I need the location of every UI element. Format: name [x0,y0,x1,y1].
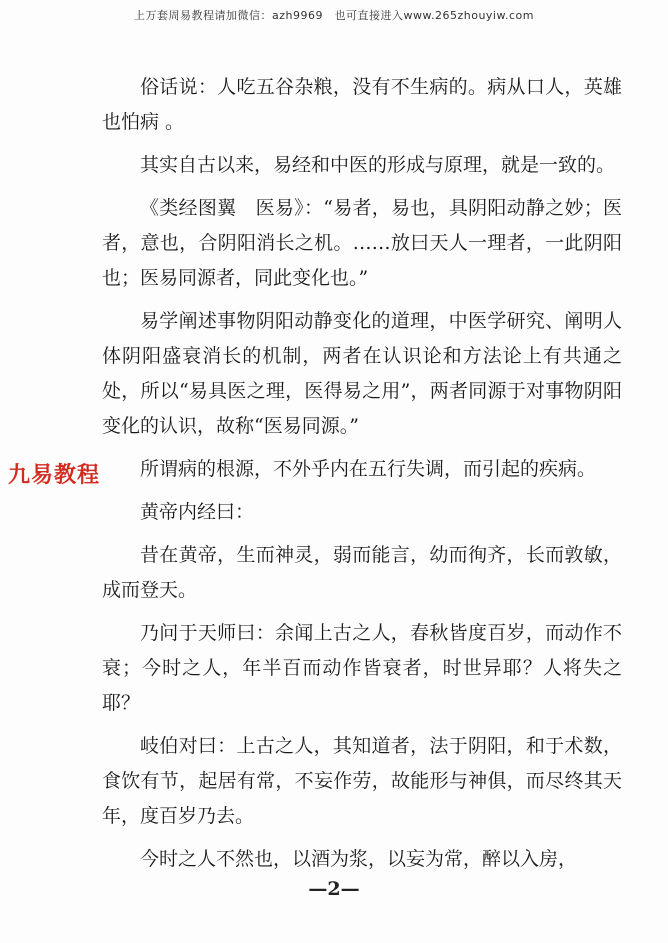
paragraph: 昔在黄帝，生而神灵，弱而能言，幼而徇齐，长而敦敏，成而登天。 [102,544,622,601]
paragraph: 乃问于天师曰：余闻上古之人，春秋皆度百岁，而动作不衰；今时之人，年半百而动作皆衰者，时世异耶？人将失之耶？ [102,622,622,714]
paragraph: 其实自古以来，易经和中医的形成与原理，就是一致的。 [140,154,616,176]
paragraph: 今时之人不然也，以酒为浆，以妄为常，醉以入房， [140,848,578,870]
paragraph: 《类经图翼 医易》：“易者，易也，具阴阳动静之妙；医者，意也，合阴阳消长之机。……放曰天人一理者，一此阴阳也；医易同源者，同此变化也。” [102,197,622,289]
page-header-notice: 上万套周易教程请加微信：azh9969 也可直接进入www.265zhouyiw.com [134,9,534,22]
paragraph: 俗话说：人吃五谷杂粮，没有不生病的。病从口人，英雄也怕病 。 [102,76,622,133]
paragraph: 黄帝内经曰： [140,501,255,523]
document-body [102,70,622,885]
watermark-logo: 九易教程 [8,463,101,488]
page-number: —2— [308,878,360,900]
paragraph: 岐伯对曰：上古之人，其知道者，法于阴阳，和于术数，食饮有节，起居有常，不妄作劳，故能形与神俱，而尽终其天年，度百岁乃去。 [102,735,622,827]
paragraph: 所谓病的根源，不外乎内在五行失调，而引起的疾病。 [140,458,597,480]
paragraph: 易学阐述事物阴阳动静变化的道理，中医学研究、阐明人体阴阳盛衰消长的机制，两者在认识论和方法论上有共通之处，所以“易具医之理，医得易之用”，两者同源于对事物阴阳变化的认识，故称“医易同源。” [102,310,622,437]
